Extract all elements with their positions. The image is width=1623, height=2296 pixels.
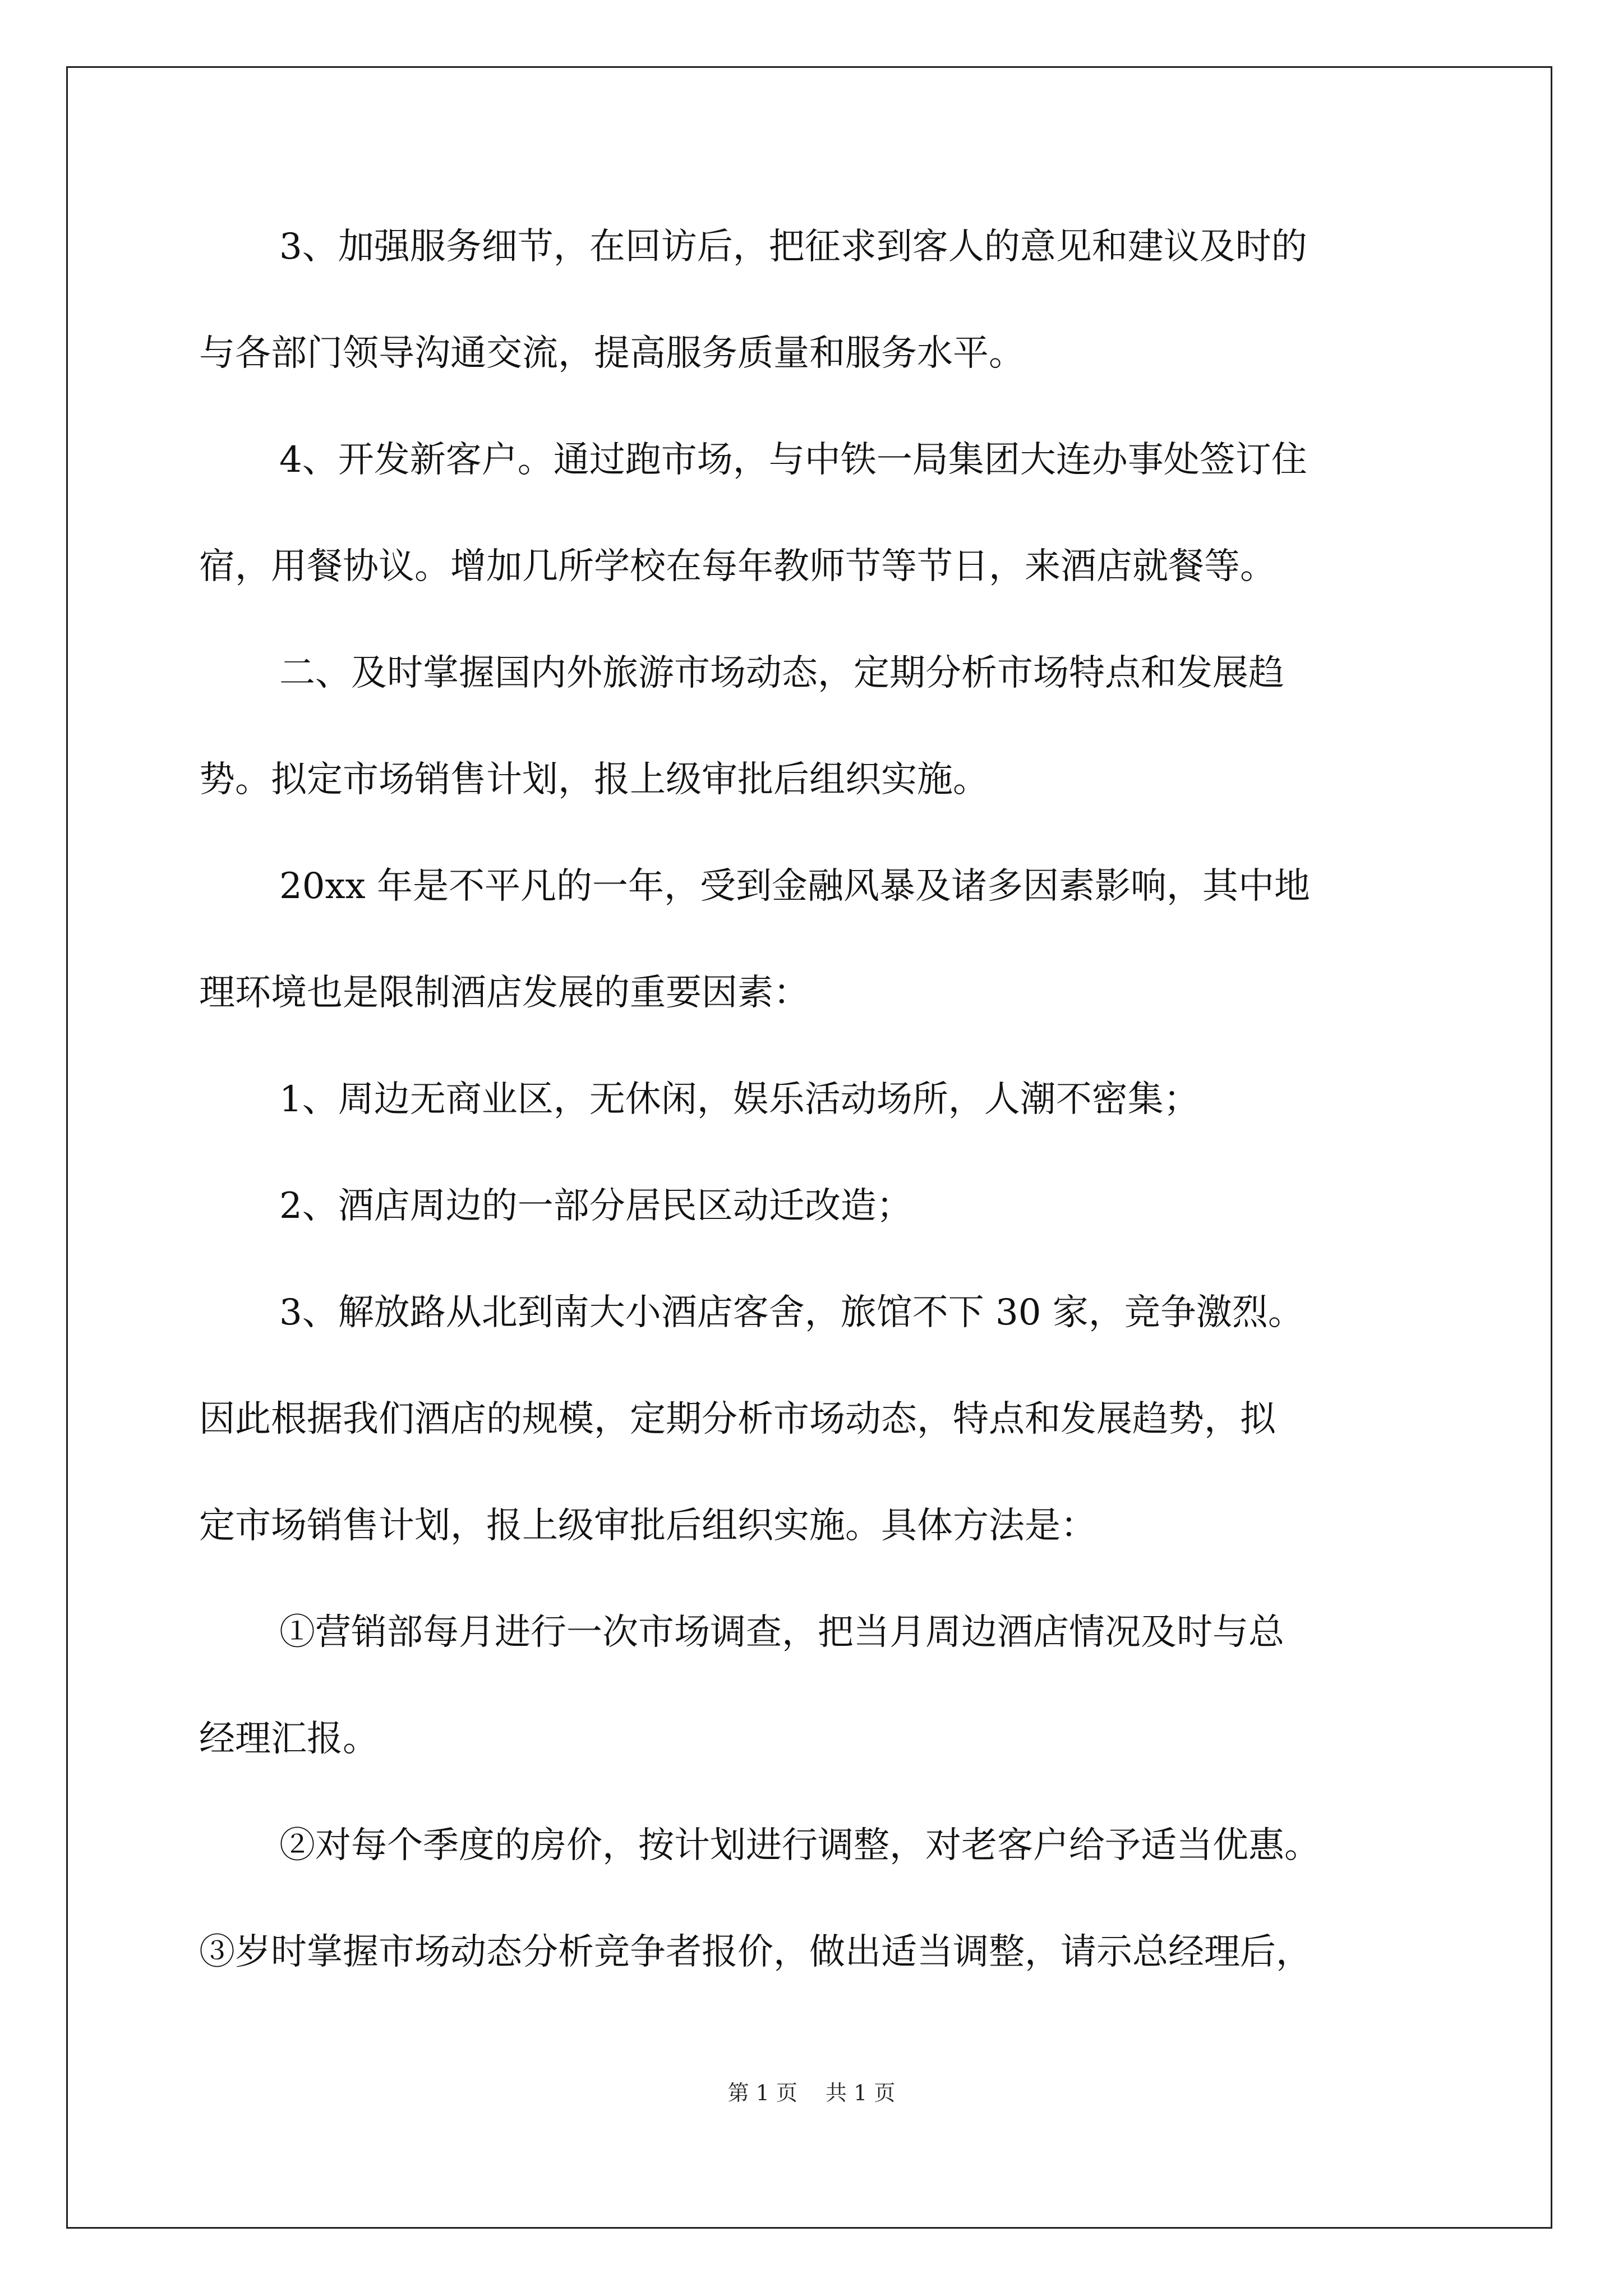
paragraph-line: 因此根据我们酒店的规模，定期分析市场动态，特点和发展趋势，拟 <box>199 1398 1276 1440</box>
paragraph-line: 二、及时掌握国内外旅游市场动态，定期分析市场特点和发展趋 <box>279 652 1284 694</box>
paragraph-line: 3、解放路从北到南大小酒店客舍，旅馆不下 30 家，竞争激烈。 <box>279 1292 1304 1333</box>
paragraph-line: ②对每个季度的房价，按计划进行调整，对老客户给予适当优惠。 <box>279 1825 1320 1866</box>
paragraph-line: 与各部门领导沟通交流，提高服务质量和服务水平。 <box>199 333 1025 374</box>
paragraph-line: 定市场销售计划，报上级审批后组织实施。具体方法是： <box>199 1505 1096 1547</box>
paragraph-line: ③岁时掌握市场动态分析竞争者报价，做出适当调整，请示总经理后， <box>199 1931 1312 1973</box>
page-border <box>66 66 1552 2229</box>
paragraph-line: 经理汇报。 <box>199 1718 379 1760</box>
paragraph-line: 宿，用餐协议。增加几所学校在每年教师节等节日，来酒店就餐等。 <box>199 546 1276 587</box>
paragraph-line: 势。拟定市场销售计划，报上级审批后组织实施。 <box>199 759 989 800</box>
paragraph-line: 4、开发新客户。通过跑市场，与中铁一局集团大连办事处签订住 <box>279 439 1307 481</box>
paragraph-line: 2、酒店周边的一部分居民区动迁改造； <box>279 1185 912 1227</box>
paragraph-line: ①营销部每月进行一次市场调查，把当月周边酒店情况及时与总 <box>279 1612 1284 1653</box>
paragraph-line: 1、周边无商业区，无休闲，娱乐活动场所，人潮不密集； <box>279 1079 1200 1120</box>
paragraph-line: 3、加强服务细节，在回访后，把征求到客人的意见和建议及时的 <box>279 226 1307 268</box>
paragraph-line: 20xx 年是不平凡的一年，受到金融风暴及诸多因素影响，其中地 <box>279 866 1310 907</box>
page-number-footer: 第 1 页 共 1 页 <box>727 2081 896 2105</box>
paragraph-line: 理环境也是限制酒店发展的重要因素： <box>199 972 809 1014</box>
